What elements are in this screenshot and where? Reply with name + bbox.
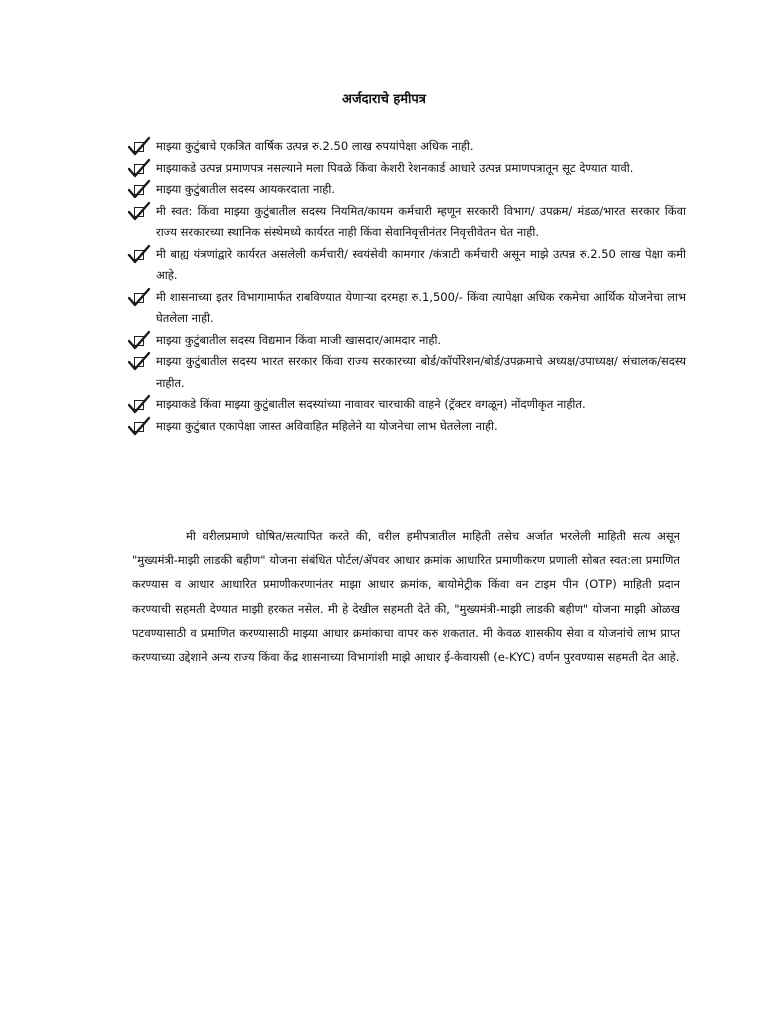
checklist-item-text: माझ्या कुटुंबात एकापेक्षा जास्त अविवाहित महिलेने या योजनेचा लाभ घेतलेला नाही. [156, 418, 498, 433]
checkmark-icon [126, 394, 152, 416]
document-title: अर्जदाराचे हमीपत्र [342, 92, 426, 107]
checkmark-icon [126, 287, 152, 309]
checklist-item [126, 351, 686, 394]
checklist-item-text: माझ्या कुटुंबातील सदस्य विद्यमान किंवा माजी खासदार/आमदार नाही. [156, 332, 442, 347]
checkmark-icon [126, 201, 152, 223]
checklist-item-text: मी बाह्य यंत्रणांद्वारे कार्यरत असलेली कर्मचारी/ स्वयंसेवी कामगार /कंत्राटी कर्मचारी असून माझे उत्पन्न रु.2.50 लाख पेक्षा कमी आहे. [156, 246, 686, 282]
checklist-item [126, 394, 686, 416]
checkmark-icon [126, 179, 152, 201]
declaration-paragraph: मी वरीलप्रमाणे घोषित/सत्यापित करते की, वरील हमीपत्रातील माहिती तसेच अर्जात भरलेली माहिती सत्य असून "मुख्यमंत्री-माझी लाडकी बहीण" योजना संबंधित पोर्टल/ॲपवर आधार क्रमांक आधारित प्रमाणीकरण प्रणाली सोबत स्वत:ला प्रमाणित करण्यास व आधार आधारित प्रमाणीकरणानंतर माझा आधार क्रमांक, बायोमेट्रीक किंवा वन टाइम पीन (OTP) माहिती प्रदान करण्याची सहमती देण्यात माझी हरकत नसेल. मी हे देखील सहमती देते की, "मुख्यमंत्री-माझी लाडकी बहीण" योजना माझी ओळख पटवण्यासाठी व प्रमाणित करण्यासाठी माझ्या आधार क्रमांकाचा वापर करु शकतात. मी केवळ शासकीय सेवा व योजनांचे लाभ प्राप्त करण्याच्या उद्देशाने अन्य राज्य किंवा केंद्र शासनाच्या विभागांशी माझे आधार ई-केवायसी (e-KYC) वर्णन पुरवण्यास सहमती देत आहे. [132, 529, 680, 665]
checkmark-icon [126, 244, 152, 266]
checklist-item [126, 330, 686, 352]
checklist-item [126, 416, 686, 438]
checklist-item-text: माझ्या कुटुंबातील सदस्य भारत सरकार किंवा राज्य सरकारच्या बोर्ड/कॉर्पोरेशन/बोर्ड/उपक्रमाचे अध्यक्ष/उपाध्यक्ष/ संचालक/सदस्य नाहीत. [156, 354, 686, 390]
checklist-item-text: माझ्याकडे उत्पन्न प्रमाणपत्र नसल्याने मला पिवळे किंवा केशरी रेशनकार्ड आधारे उत्पन्न प्रमाणपत्रातून सूट देण्यात यावी. [156, 160, 634, 175]
checkmark-icon [126, 158, 152, 180]
checklist-item-text: मी शासनाच्या इतर विभागामार्फत राबविण्यात येणाऱ्या दरमहा रु.1,500/- किंवा त्यापेक्षा अधिक रकमेचा आर्थिक योजनेचा लाभ घेतलेला नाही. [156, 289, 686, 325]
checklist-item-text: माझ्या कुटुंबाचे एकत्रित वार्षिक उत्पन्न रु.2.50 लाख रुपयांपेक्षा अधिक नाही. [156, 139, 474, 153]
checklist-item-text: माझ्याकडे किंवा माझ्या कुटुंबातील सदस्यांच्या नावावर चारचाकी वाहने (ट्रॅक्टर वगळून) नोंदणीकृत नाहीत. [156, 397, 586, 411]
checkmark-icon [126, 330, 152, 352]
checkmark-icon [126, 351, 152, 373]
checklist-item [126, 136, 686, 158]
checkmark-icon [126, 416, 152, 438]
checklist-item [126, 201, 686, 244]
checklist-item [126, 179, 686, 201]
declaration-checklist [126, 136, 686, 437]
checklist-item-text: मी स्वत: किंवा माझ्या कुटुंबातील सदस्य नियमित/कायम कर्मचारी म्हणून सरकारी विभाग/ उपक्रम/ मंडळ/भारत सरकार किंवा राज्य सरकारच्या स्थानिक संस्थेमध्ये कार्यरत नाही किंवा सेवानिवृत्तीनंतर निवृत्तीवेतन घेत नाही. [156, 203, 686, 239]
checklist-item [126, 244, 686, 287]
checklist-item-text: माझ्या कुटुंबातील सदस्य आयकरदाता नाही. [156, 182, 336, 196]
checkmark-icon [126, 136, 152, 158]
checklist-item [126, 287, 686, 330]
checklist-item [126, 158, 686, 180]
